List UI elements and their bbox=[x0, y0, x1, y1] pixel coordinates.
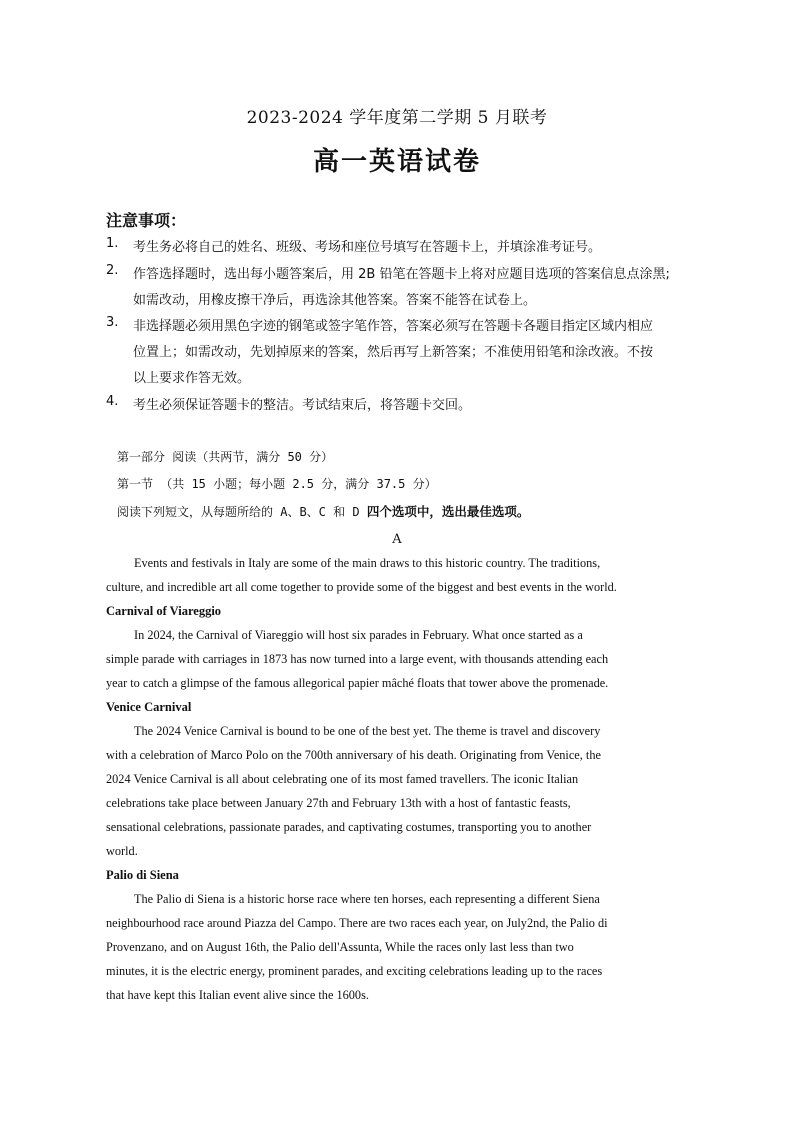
venice-line-4: celebrations take place between January 27th and February 13th with a host of fantastic feasts, bbox=[106, 796, 571, 810]
venice-line-3: 2024 Venice Carnival is all about celebrating one of its most famed travellers. The iconic Italian bbox=[106, 772, 579, 786]
venice-line-5: sensational celebrations, passionate parades, and captivating costumes, transporting you to another bbox=[106, 820, 592, 834]
instruction-part-a: 阅读下列短文，从每题所给的 A、B、C 和 D bbox=[117, 505, 367, 519]
notice-heading: 注意事项： bbox=[106, 211, 187, 230]
notice-item-2-line-2: 如需改动，用橡皮擦干净后，再选涂其他答案。答案不能答在试卷上。 bbox=[133, 293, 537, 308]
venice-line-1: The 2024 Venice Carnival is bound to be one of the best yet. The theme is travel and discovery bbox=[134, 724, 601, 738]
exam-title: 高一英语试卷 bbox=[312, 147, 481, 177]
notice-item-4-num: 4. bbox=[106, 394, 119, 409]
section-part: 第一部分 阅读（共两节，满分 50 分） bbox=[117, 450, 334, 464]
siena-line-5: that have kept this Italian event alive since the 1600s. bbox=[106, 988, 369, 1002]
notice-item-3-line-1: 非选择题必须用黑色字迹的钢笔或签字笔作答，答案必须写在答题卡各题目指定区域内相应 bbox=[133, 319, 654, 334]
viareggio-line-1: In 2024, the Carnival of Viareggio will host six parades in February. What once started as a bbox=[134, 628, 583, 642]
siena-line-2: neighbourhood race around Piazza del Campo. There are two races each year, on July2nd, the Palio di bbox=[106, 916, 608, 930]
notice-item-1-num: 1. bbox=[106, 236, 119, 251]
section-heading-viareggio: Carnival of Viareggio bbox=[106, 604, 222, 618]
viareggio-line-3: year to catch a glimpse of the famous allegorical papier mâché floats that tower above the promenade. bbox=[106, 676, 609, 690]
section-subsection: 第一节 （共 15 小题；每小题 2.5 分，满分 37.5 分） bbox=[117, 477, 437, 491]
siena-line-3: Provenzano, and on August 16th, the Palio dell'Assunta, While the races only last less than two bbox=[106, 940, 574, 954]
venice-line-2: with a celebration of Marco Polo on the 700th anniversary of his death. Originating from Venice, the bbox=[106, 748, 601, 762]
viareggio-line-2: simple parade with carriages in 1873 has now turned into a large event, with thousands attending each bbox=[106, 652, 609, 666]
notice-item-3-line-2: 位置上；如需改动，先划掉原来的答案，然后再写上新答案；不准使用铅笔和涂改液。不按 bbox=[133, 345, 654, 360]
passage-label: A bbox=[392, 532, 402, 547]
notice-item-3-line-3: 以上要求作答无效。 bbox=[133, 371, 251, 386]
notice-item-4-line-1: 考生必须保证答题卡的整洁。考试结束后，将答题卡交回。 bbox=[133, 398, 472, 413]
section-instruction bbox=[117, 502, 529, 520]
intro-line-2: culture, and incredible art all come together to provide some of the biggest and best events in the world. bbox=[106, 580, 617, 594]
section-heading-siena: Palio di Siena bbox=[106, 868, 179, 882]
exam-line: 2023-2024 学年度第二学期 5 月联考 bbox=[246, 108, 548, 128]
siena-line-4: minutes, it is the electric energy, prominent parades, and exciting celebrations leading up to the races bbox=[106, 964, 603, 978]
intro-line-1: Events and festivals in Italy are some of the main draws to this historic country. The traditions, bbox=[134, 556, 601, 570]
notice-item-3-num: 3. bbox=[106, 315, 119, 330]
instruction-part-b: 四个选项中，选出最佳选项。 bbox=[366, 504, 530, 519]
notice-item-2-line-1: 作答选择题时，选出每小题答案后，用 2B 铅笔在答题卡上将对应题目选项的答案信息点涂黑; bbox=[133, 267, 670, 282]
section-heading-venice: Venice Carnival bbox=[106, 700, 192, 714]
siena-line-1: The Palio di Siena is a historic horse race where ten horses, each representing a different Siena bbox=[134, 892, 600, 906]
notice-item-1-line-1: 考生务必将自己的姓名、班级、考场和座位号填写在答题卡上，并填涂准考证号。 bbox=[133, 240, 602, 255]
notice-item-2-num: 2. bbox=[106, 263, 119, 278]
venice-line-6: world. bbox=[106, 844, 138, 858]
